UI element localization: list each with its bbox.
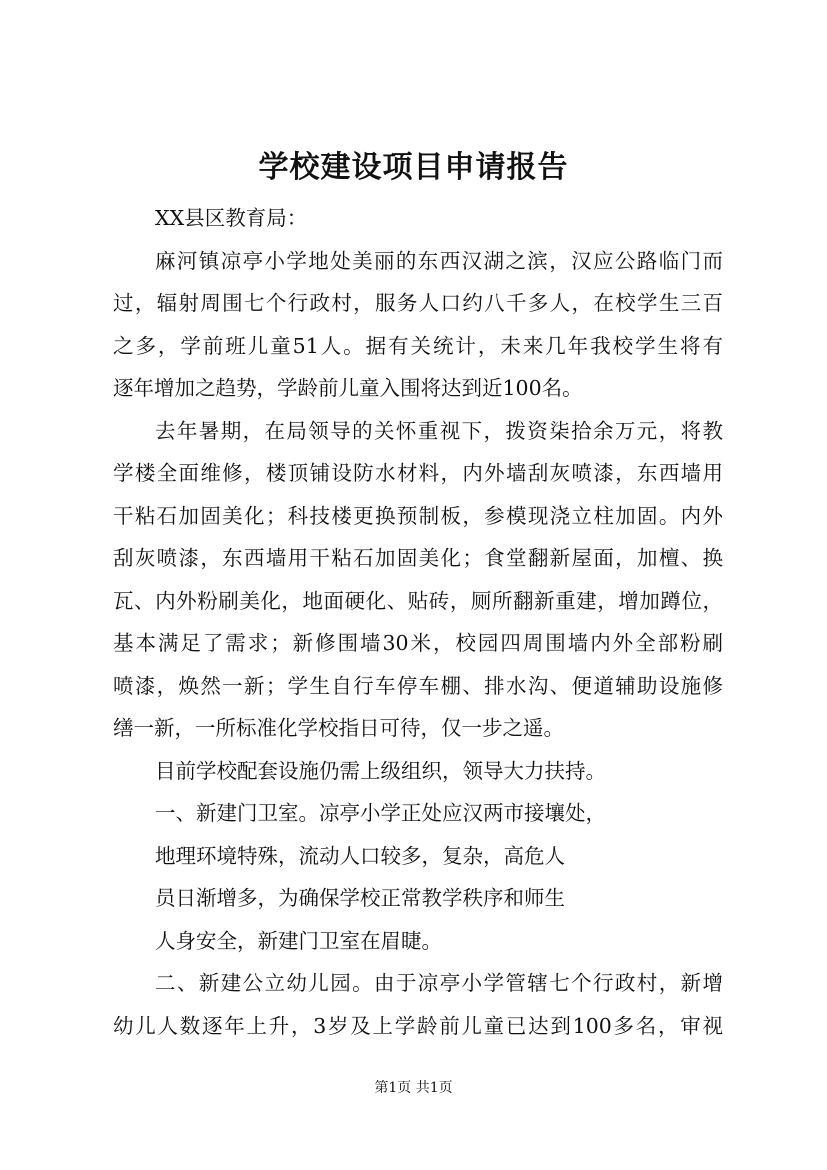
document-body [113,197,723,1047]
text-line: 二、新建公立幼儿园。由于凉亭小学管辖七个行政村，新增 [155,971,723,995]
text-line: 员日渐增多，为确保学校正常教学秩序和师生 [155,886,565,910]
text-line: 基本满足了需求；新修围墙30米，校园四周围墙内外全部粉刷 [113,631,723,655]
text-line: 喷漆，焕然一新；学生自行车停车棚、排水沟、便道辅助设施修 [113,673,723,698]
text-line: 干粘石加固美化；科技楼更换预制板，参模现浇立柱加固。内外 [113,503,723,528]
text-line: 缮一新，一所标准化学校指日可待，仅一步之遥。 [113,716,564,740]
text-line: XX县区教育局： [155,206,308,230]
document-title: 学校建设项目申请报告 [258,150,569,185]
page-footer: 第1页 共1页 [374,1080,453,1096]
text-line: 去年暑期，在局领导的关怀重视下，拨资柒拾余万元，将教 [155,418,723,443]
text-line: 学楼全面维修，楼顶铺设防水材料，内外墙刮灰喷漆，东西墙用 [113,461,723,485]
text-line: 地理环境特殊，流动人口较多，复杂，高危人 [155,843,565,868]
text-line: 麻河镇凉亭小学地处美丽的东西汉湖之滨，汉应公路临门而 [155,248,723,273]
text-line: 逐年增加之趋势，学龄前儿童入围将达到近100名。 [113,376,583,400]
text-line: 幼儿人数逐年上升，3岁及上学龄前儿童已达到100多名，审视 [113,1013,723,1038]
text-line: 一、新建门卫室。凉亭小学正处应汉两市接壤处， [155,801,606,825]
text-line: 瓦、内外粉刷美化，地面硬化、贴砖，厕所翻新重建，增加蹲位， [113,588,723,613]
text-line: 目前学校配套设施仍需上级组织，领导大力扶持。 [155,758,606,783]
text-line: 刮灰喷漆，东西墙用干粘石加固美化；食堂翻新屋面，加檀、换 [113,546,723,570]
text-line: 过，辐射周围七个行政村，服务人口约八千多人，在校学生三百 [113,291,723,315]
text-line: 之多，学前班儿童51人。据有关统计，未来几年我校学生将有 [113,333,723,358]
text-line: 人身安全，新建门卫室在眉睫。 [155,928,442,953]
